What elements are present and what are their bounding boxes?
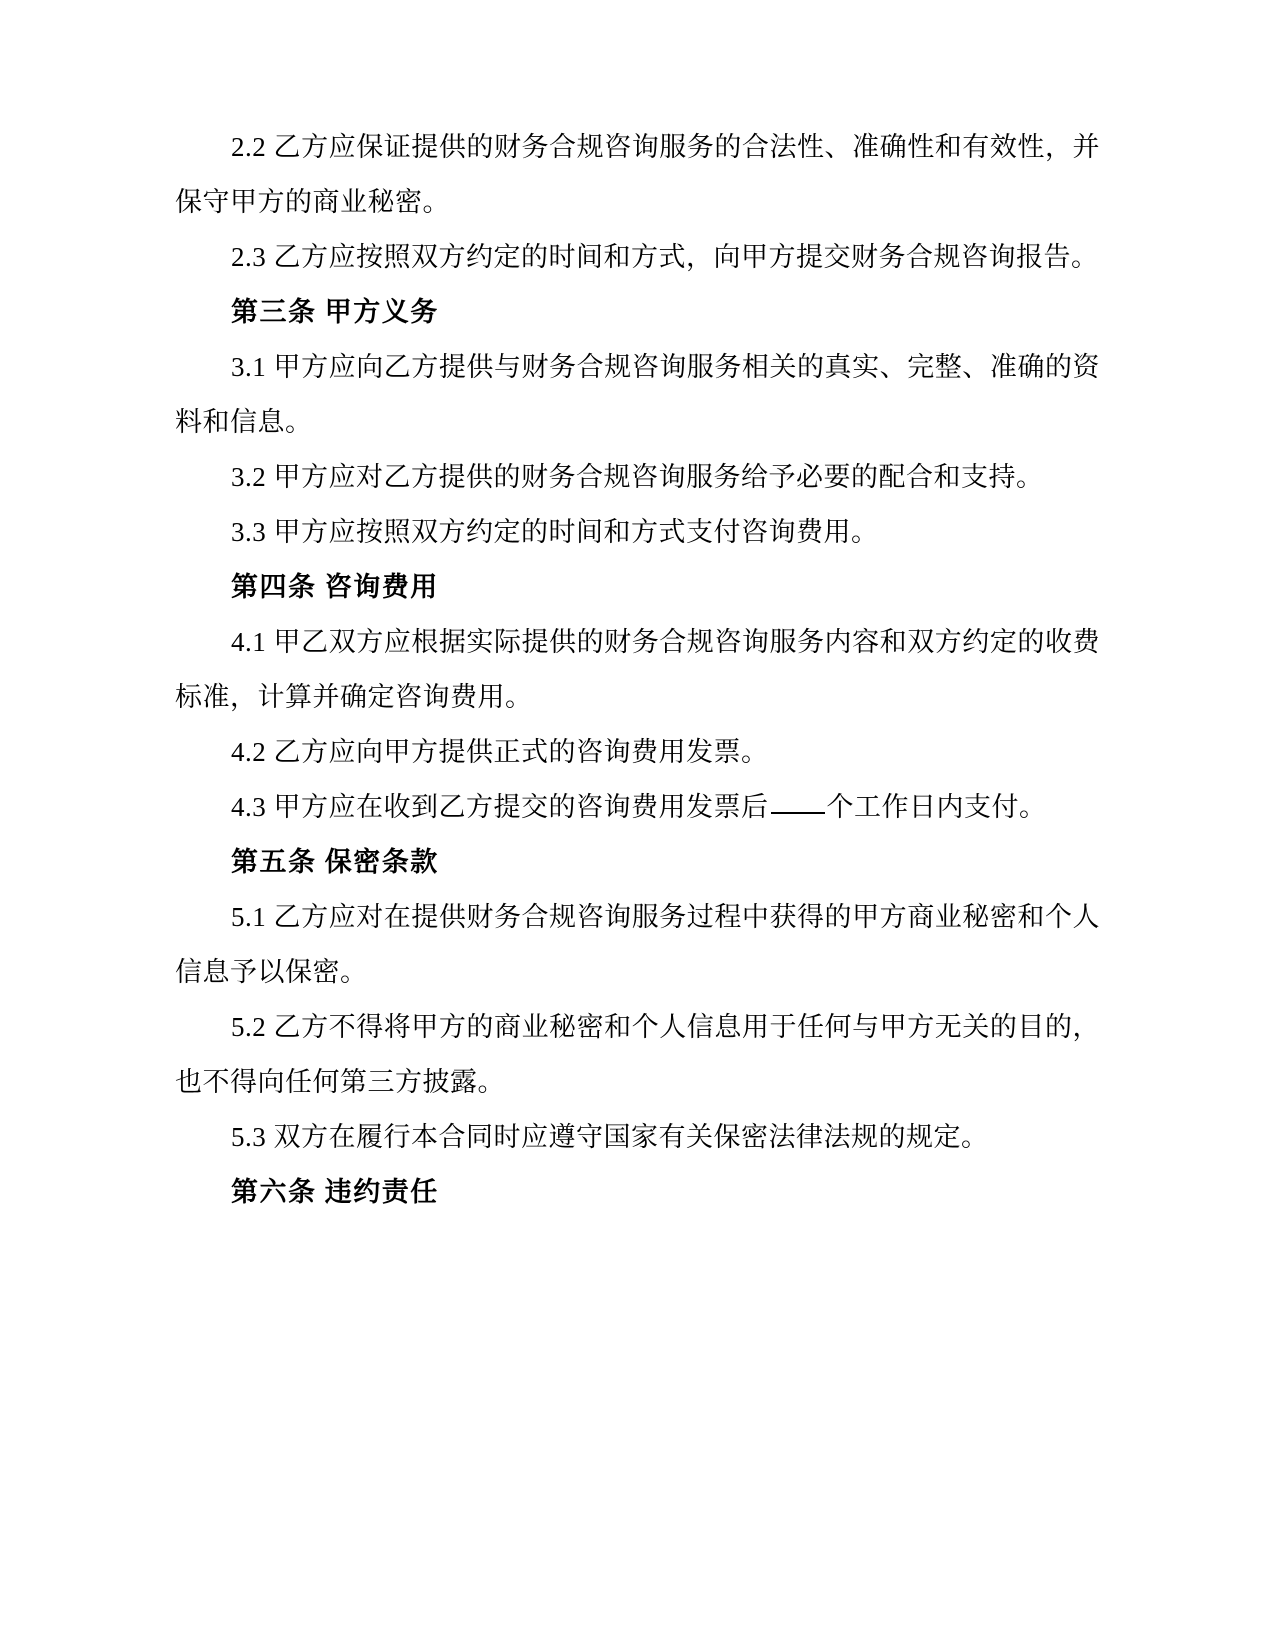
clause-3-3: 3.3 甲方应按照双方约定的时间和方式支付咨询费用。 xyxy=(231,517,879,547)
fill-in-blank xyxy=(771,812,825,814)
clause-5-1: 5.1 乙方应对在提供财务合规咨询服务过程中获得的甲方商业秘密和个人信息予以保密。 xyxy=(175,902,1100,987)
clause-5-3: 5.3 双方在履行本合同时应遵守国家有关保密法律法规的规定。 xyxy=(231,1122,989,1152)
section-heading-4: 第四条 咨询费用 xyxy=(231,572,439,602)
clause-3-1: 3.1 甲方应向乙方提供与财务合规咨询服务相关的真实、完整、准确的资料和信息。 xyxy=(175,352,1100,437)
clause-5-2: 5.2 乙方不得将甲方的商业秘密和个人信息用于任何与甲方无关的目的，也不得向任何第三方披露。 xyxy=(175,1012,1100,1097)
clause-3-2: 3.2 甲方应对乙方提供的财务合规咨询服务给予必要的配合和支持。 xyxy=(231,462,1044,492)
clause-4-3-text-before: 4.3 甲方应在收到乙方提交的咨询费用发票后 xyxy=(231,792,769,822)
clause-4-1: 4.1 甲乙双方应根据实际提供的财务合规咨询服务内容和双方约定的收费标准，计算并确定咨询费用。 xyxy=(175,627,1100,712)
section-heading-5: 第五条 保密条款 xyxy=(231,847,439,877)
section-heading-3: 第三条 甲方义务 xyxy=(231,297,439,327)
clause-4-3 xyxy=(175,780,1100,835)
document-body xyxy=(175,120,1100,1220)
clause-4-2: 4.2 乙方应向甲方提供正式的咨询费用发票。 xyxy=(231,737,769,767)
clause-4-3-text-after: 个工作日内支付。 xyxy=(826,792,1047,822)
clause-2-2: 2.2 乙方应保证提供的财务合规咨询服务的合法性、准确性和有效性，并保守甲方的商业秘密。 xyxy=(175,132,1100,217)
section-heading-6: 第六条 违约责任 xyxy=(231,1177,439,1207)
clause-2-3: 2.3 乙方应按照双方约定的时间和方式，向甲方提交财务合规咨询报告。 xyxy=(231,242,1099,272)
